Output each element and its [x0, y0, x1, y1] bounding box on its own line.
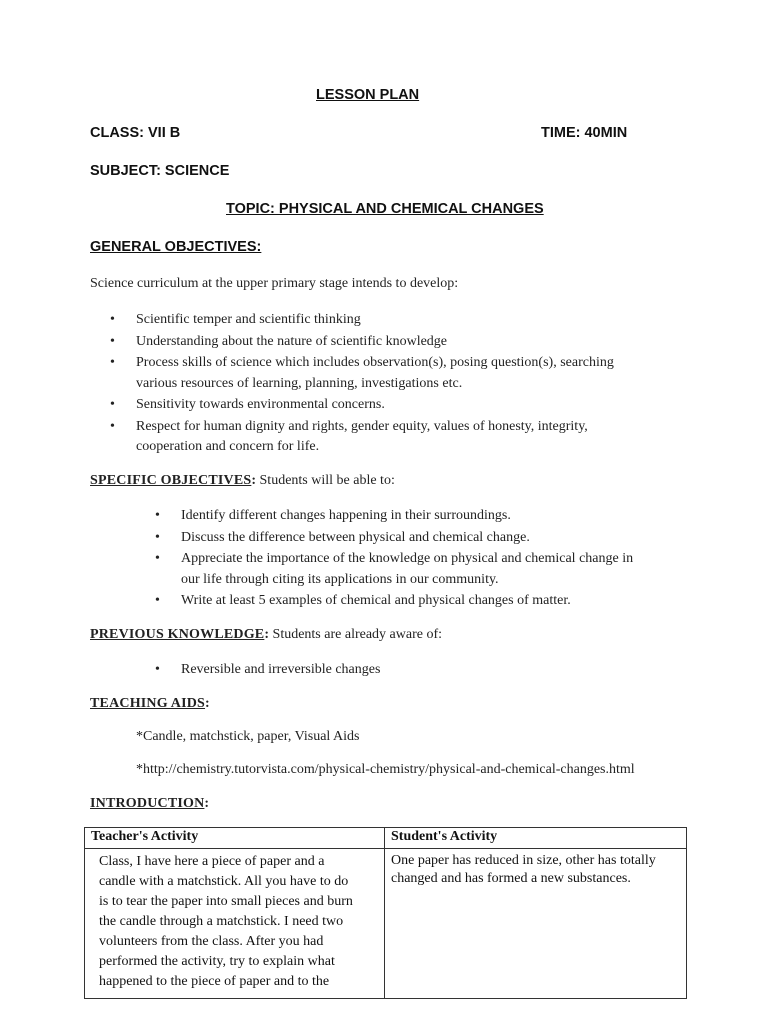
general-objectives-intro: Science curriculum at the upper primary stage intends to develop: — [90, 276, 459, 291]
list-item: • Reversible and irreversible changes — [181, 660, 701, 681]
subject-label: SUBJECT: SCIENCE — [90, 163, 230, 179]
time-label: TIME: 40MIN — [541, 125, 628, 141]
general-objectives-heading: GENERAL OBJECTIVES: — [90, 239, 262, 255]
previous-knowledge-line: PREVIOUS KNOWLEDGE: Students are already aware of: — [90, 627, 443, 642]
bullet-icon: • — [110, 355, 115, 370]
list-item: • Appreciate the importance of the knowledge on physical and chemical change in our life through citing its applications in our community. — [155, 551, 634, 587]
previous-knowledge-intro: Students are already aware of: — [269, 627, 443, 642]
class-label: CLASS: VII B — [90, 125, 181, 141]
bullet-icon: • — [155, 593, 160, 608]
specific-objectives-line: SPECIFIC OBJECTIVES: Students will be able to: — [90, 473, 395, 488]
bullet-icon: • — [155, 508, 160, 523]
bullet-icon: • — [155, 529, 160, 545]
list-item: • Identify different changes happening in their surroundings. — [181, 506, 701, 527]
list-item: • Scientific temper and scientific thinking — [136, 310, 696, 331]
teaching-aids-link[interactable]: *http://chemistry.tutorvista.com/physical-chemistry/physical-and-chemical-changes.html — [136, 762, 635, 777]
specific-objectives-intro: Students will be able to: — [256, 473, 395, 488]
list-item: • Understanding about the nature of scientific knowledge — [136, 332, 696, 353]
list-item: • Respect for human dignity and rights, gender equity, values of honesty, integrity, cooperation and concern for life. — [110, 418, 588, 454]
list-item: • Write at least 5 examples of chemical and physical changes of matter. — [181, 591, 701, 612]
teaching-aids-line: TEACHING AIDS: — [90, 696, 210, 711]
teaching-aids-heading: TEACHING AIDS — [90, 696, 206, 711]
introduction-line: INTRODUCTION: — [90, 796, 210, 811]
teacher-activity-header: Teacher's Activity — [85, 828, 385, 849]
activity-table — [84, 827, 687, 999]
previous-knowledge-heading: PREVIOUS KNOWLEDGE — [90, 627, 265, 642]
teacher-activity-cell: Class, I have here a piece of paper and a candle with a matchstick. All you have to do is to tear the paper into small pieces and burn the candle through a matchstick. I need two volunteers from the class. After you had performed the activity, try to explain what happened to the piece of paper and to the — [85, 849, 385, 999]
document-title: LESSON PLAN — [316, 87, 420, 103]
bullet-icon: • — [110, 333, 115, 349]
student-activity-header: Student's Activity — [385, 828, 687, 849]
teaching-aids-materials: *Candle, matchstick, paper, Visual Aids — [136, 729, 360, 744]
specific-objectives-list — [155, 506, 701, 613]
introduction-heading: INTRODUCTION — [90, 796, 205, 811]
list-item: • Process skills of science which includes observation(s), posing question(s), searching various resources of learning, planning, investigations etc. — [110, 355, 614, 391]
bullet-icon: • — [155, 551, 160, 566]
list-item: • Sensitivity towards environmental concerns. — [136, 395, 696, 416]
general-objectives-list — [110, 310, 696, 459]
bullet-icon: • — [155, 662, 160, 677]
table-header-row — [85, 828, 687, 849]
bullet-icon: • — [110, 312, 115, 327]
bullet-icon: • — [110, 397, 115, 412]
bullet-icon: • — [110, 418, 115, 434]
topic-heading: TOPIC: PHYSICAL AND CHEMICAL CHANGES — [226, 201, 544, 217]
table-row — [85, 849, 687, 999]
list-item: • Discuss the difference between physical and chemical change. — [181, 528, 701, 549]
student-activity-cell: One paper has reduced in size, other has totally changed and has formed a new substances. — [385, 849, 687, 999]
previous-knowledge-list — [155, 660, 701, 682]
specific-objectives-heading: SPECIFIC OBJECTIVES — [90, 473, 252, 488]
